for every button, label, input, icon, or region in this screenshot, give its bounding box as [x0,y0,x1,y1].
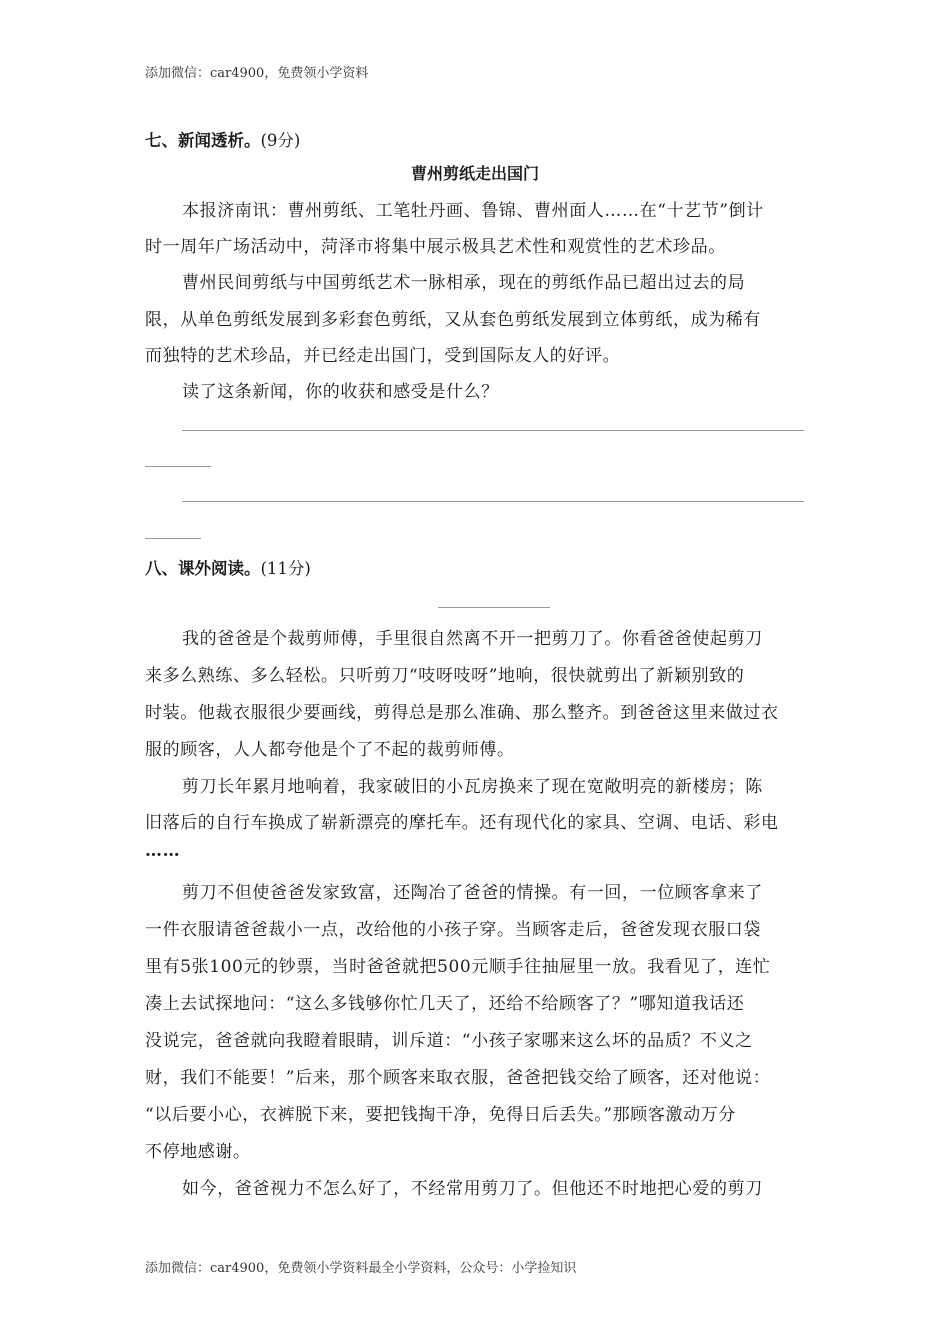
story-line: 我的爸爸是个裁剪师傅，手里很自然离不开一把剪刀了。你看爸爸使起剪刀 [182,629,763,649]
story-line: 如今，爸爸视力不怎么好了，不经常用剪刀了。但他还不时地把心爱的剪刀 [182,1179,763,1199]
news-line: 时一周年广场活动中，菏泽市将集中展示极具艺术性和观赏性的艺术珍品。 [145,237,726,257]
story-line: 一件衣服请爸爸裁小一点，改给他的小孩子穿。当顾客走后，爸爸发现衣服口袋 [145,920,761,940]
section-7-heading [145,127,300,151]
answer-line[interactable] [182,501,804,502]
news-line: 而独特的艺术珍品，并已经走出国门，受到国际友人的好评。 [145,346,621,366]
story-line: 剪刀长年累月地响着，我家破旧的小瓦房换来了现在宽敞明亮的新楼房；陈 [182,777,763,797]
story-line: 服的顾客，人人都夸他是个了不起的裁剪师傅。 [145,740,515,760]
story-line: 不停地感谢。 [145,1142,251,1162]
news-line: 曹州民间剪纸与中国剪纸艺术一脉相承，现在的剪纸作品已超出过去的局 [182,273,746,293]
section-7-points: (9分) [260,131,301,150]
page-footer: 添加微信：car4900，免费领小学资料最全小学资料，公众号：小学捡知识 [145,1261,577,1276]
answer-line-tail [145,466,211,467]
news-line: 限，从单色剪纸发展到多彩套色剪纸，又从套色剪纸发展到立体剪纸，成为稀有 [145,310,761,330]
answer-line-tail [145,538,201,539]
story-line: 没说完，爸爸就向我瞪着眼睛，训斥道：“小孩子家哪来这么坏的品质？不义之 [145,1031,753,1051]
page-header: 添加微信：car4900，免费领小学资料 [145,66,369,81]
article-title: 曹州剪纸走出国门 [410,164,539,183]
section-8-title: 八、课外阅读。 [145,559,261,578]
section-7-title: 七、新闻透析。 [145,131,261,150]
story-line: 时装。他裁衣服很少要画线，剪得总是那么准确、那么整齐。到爸爸这里来做过衣 [145,703,779,723]
story-line: 凑上去试探地问：“这么多钱够你忙几天了，还给不给顾客了？”哪知道我话还 [145,994,745,1014]
news-line: 本报济南讯：曹州剪纸、工笔牡丹画、鲁锦、曹州面人……在“十艺节”倒计 [182,201,764,221]
story-line: 来多么熟练、多么轻松。只听剪刀“吱呀吱呀”地响，很快就剪出了新颖别致的 [145,666,745,686]
news-question: 读了这条新闻，你的收获和感受是什么？ [182,382,499,402]
story-line: 旧落后的自行车换成了崭新漂亮的摩托车。还有现代化的家具、空调、电话、彩电 [145,813,779,833]
answer-line[interactable] [182,430,804,431]
story-line: 里有5张100元的钞票，当时爸爸就把500元顺手往抽屉里一放。我看见了，连忙 [145,957,771,977]
story-title-blank[interactable] [438,607,550,608]
story-line: …… [145,841,181,861]
story-line: “以后要小心，衣裤脱下来，要把钱掏干净，免得日后丢失。”那顾客激动万分 [145,1105,736,1125]
section-8-points: (11分) [260,559,311,578]
section-8-heading [145,555,311,579]
story-line: 剪刀不但使爸爸发家致富，还陶冶了爸爸的情操。有一回，一位顾客拿来了 [182,883,763,903]
story-line: 财，我们不能要！”后来，那个顾客来取衣服，爸爸把钱交给了顾客，还对他说： [145,1068,771,1088]
